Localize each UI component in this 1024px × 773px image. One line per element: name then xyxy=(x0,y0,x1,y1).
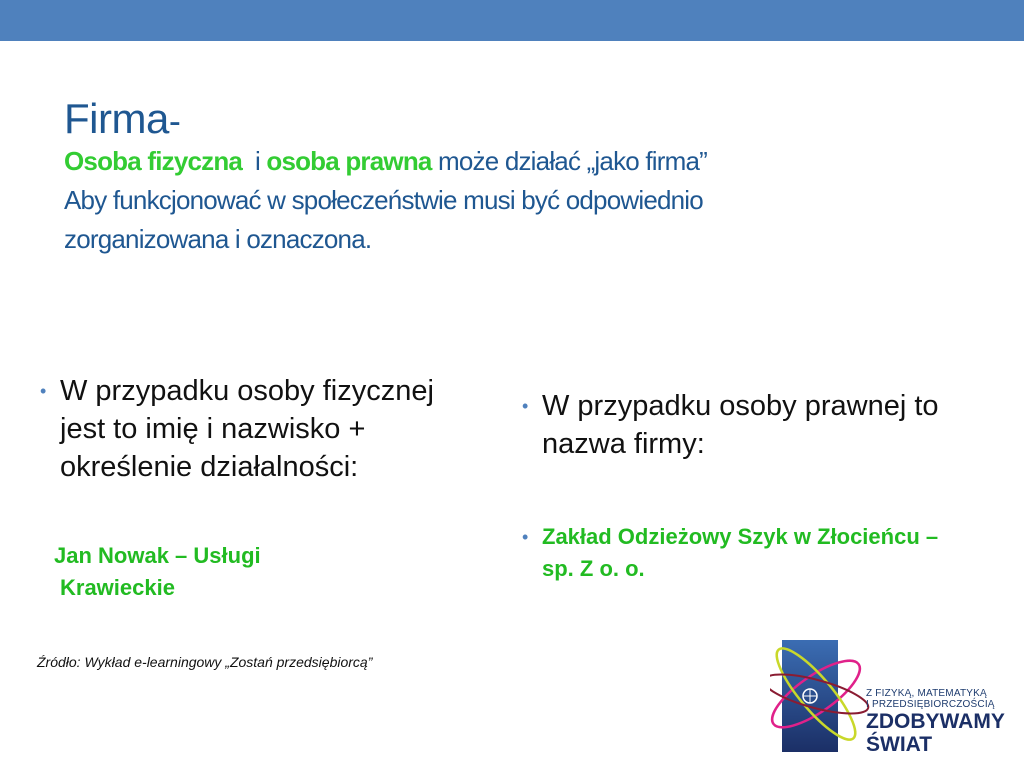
title-lines xyxy=(64,142,964,259)
title-line-1 xyxy=(64,142,964,181)
slide-title xyxy=(64,95,964,259)
title-main xyxy=(64,95,964,142)
title-line-1-rest: może działać „jako firma” xyxy=(438,146,707,176)
left-column xyxy=(40,372,440,486)
right-example-item xyxy=(522,521,942,585)
right-example-text: Zakład Odzieżowy Szyk w Złocieńcu – sp. Z o. o. xyxy=(542,524,939,581)
title-green-2: osoba prawna xyxy=(266,146,432,176)
left-example-line-2: Krawieckie xyxy=(60,575,175,600)
right-column xyxy=(522,387,942,463)
title-dash: - xyxy=(168,100,181,141)
logo-line-4: ŚWIAT xyxy=(866,733,933,756)
right-bullet-text: W przypadku osoby prawnej to nazwa firmy: xyxy=(542,390,939,460)
right-example xyxy=(522,521,942,585)
left-bullet-text: W przypadku osoby fizycznej jest to imię i nazwisko + określenie działalności: xyxy=(60,375,434,483)
zdobywamy-swiat-logo xyxy=(770,622,1024,768)
title-line-3: zorganizowana i oznaczona. xyxy=(64,224,372,254)
title-line-2: Aby funkcjonować w społeczeństwie musi być odpowiednio xyxy=(64,185,703,215)
right-bullet-item xyxy=(522,387,942,463)
title-mid: i xyxy=(254,146,260,176)
top-bar xyxy=(0,0,1024,41)
left-bullet-item xyxy=(40,372,440,486)
bullet-icon: • xyxy=(522,527,529,547)
logo-line-3: ZDOBYWAMY xyxy=(866,710,1005,733)
source-citation: Źródło: Wykład e-learningowy „Zostań przedsiębiorcą” xyxy=(37,654,373,670)
logo-text-block xyxy=(866,688,1005,756)
logo-line-2: I PRZEDSIĘBIORCZOŚCIĄ xyxy=(866,699,995,710)
logo-line-1: Z FIZYKĄ, MATEMATYKĄ xyxy=(866,688,987,699)
bullet-icon: • xyxy=(40,381,47,401)
left-example-line-1: Jan Nowak – Usługi xyxy=(54,543,261,568)
title-green-1: Osoba fizyczna xyxy=(64,146,243,176)
left-example xyxy=(54,540,374,604)
bullet-icon: • xyxy=(522,396,529,416)
title-main-text: Firma xyxy=(64,95,169,142)
